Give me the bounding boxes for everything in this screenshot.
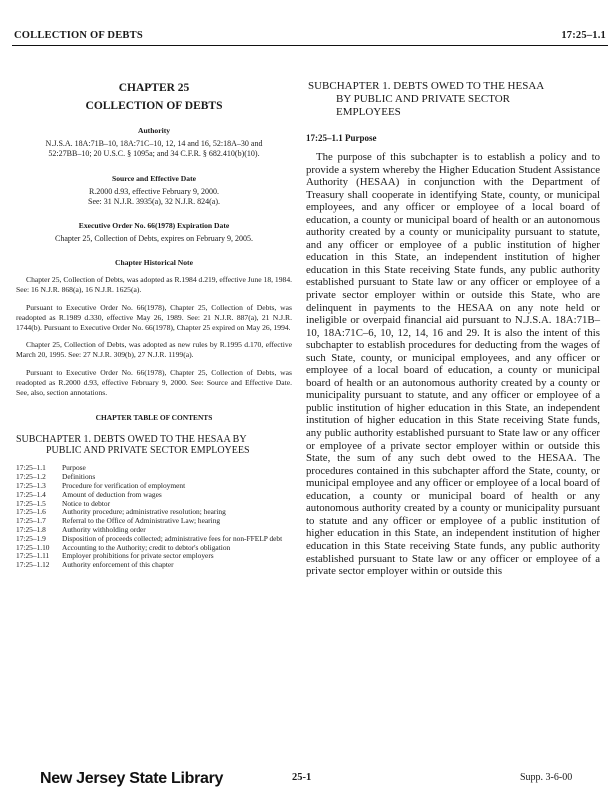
header-section-number: 17:25–1.1	[561, 30, 606, 41]
toc-section-title: Definitions	[62, 472, 96, 482]
toc-section-title: Disposition of proceeds collected; administrative fees for non-FFELP debt	[62, 533, 283, 543]
toc-section-number: 17:25–1.3	[16, 481, 46, 491]
chapter-number: CHAPTER 25	[118, 82, 190, 94]
toc-section-number: 17:25–1.6	[16, 507, 46, 517]
section-heading: 17:25–1.1 Purpose	[306, 133, 377, 143]
toc-section-title: Authority procedure; administrative resolution; hearing	[62, 507, 226, 517]
toc-section-title: Procedure for verification of employment	[62, 481, 186, 491]
header-chapter-title: COLLECTION OF DEBTS	[14, 30, 143, 41]
purpose-body-text: The purpose of this subchapter is to establish a policy and to provide a system whereby the Higher Education Student Assistance Authority (HESAA) in conjunction with the Department of Treasury shall cooperate in identifying State, county, or municipal employees, and any officer or employee of a local board of education, a county or municipal board of health or an autonomous authority created by a county or municipality pursuant to statute, and any officer or employee of a public institution of higher education in this State, an independent institution of higher education in this State receiving State funds, any public authority established pursuant to State law or any officer or employee of a private sector employer within or outside this State, who are delinquent in payments to the HESAA on any note held or ineligible or overpaid financial aid pursuant to N.J.S.A. 18A:71B–10, 18A:71C–6, 10, 12, 14, 16 and 29. It is also the intent of this subchapter to establish procedures for deducting from the wages of such State, county, or municipal employees, and any officer or employee of a local board of education, a county or municipal board of health or an autonomous authority created by a county or municipality pursuant to statute, and any officer or employee of a public institution of higher education in this State, an independent institution of higher education in this State receiving State funds, any public authority established pursuant to State law or any officer or employee of a private sector employer within or outside this State, the sum of any such debt owed to the HESAA. The procedures contained in this subchapter afford the State, county, or municipal employee and any officer or employee of a local board of education, a county or municipal board of health or any autonomous authority created by a county or municipality pursuant to statute and any officer or employee of a public institution of higher education in this State, an independent institution of higher education in this State receiving State funds, any public authority established pursuant to State law or any officer or employee of a private sector employer within or outside this	[306, 151, 600, 578]
right-column	[306, 80, 600, 578]
toc-section-title: Purpose	[62, 463, 86, 473]
executive-order-text: Chapter 25, Collection of Debts, expires on February 9, 2005.	[55, 234, 253, 244]
toc-section-title: Referral to the Office of Administrative Law; hearing	[62, 516, 221, 526]
source-line-1: R.2000 d.93, effective February 9, 2000.	[88, 186, 220, 196]
toc-heading: CHAPTER TABLE OF CONTENTS	[95, 413, 213, 423]
toc-section-number: 17:25–1.7	[16, 516, 46, 526]
library-stamp: New Jersey State Library	[40, 770, 224, 787]
toc-section-number: 17:25–1.2	[16, 472, 46, 482]
toc-section-number: 17:25–1.8	[16, 525, 46, 535]
toc-section-number: 17:25–1.9	[16, 533, 46, 543]
toc-section-title: Amount of deduction from wages	[62, 489, 162, 499]
source-line-2: See: 31 N.J.R. 3935(a), 32 N.J.R. 824(a).	[88, 196, 220, 206]
historical-note-3: Chapter 25, Collection of Debts, was adopted as new rules by R.1995 d.170, effective March 20, 1995. See: 27 N.J.R. 309(b), 27 N.J.R. 1199(a).	[16, 340, 292, 360]
toc-subchapter-line-1: SUBCHAPTER 1. DEBTS OWED TO THE HESAA BY	[16, 434, 247, 446]
authority-heading: Authority	[137, 126, 171, 135]
running-header	[14, 30, 606, 41]
toc-section-title: Authority enforcement of this chapter	[62, 560, 174, 570]
toc-entry[interactable]	[16, 517, 292, 526]
toc-subchapter-line-2: PUBLIC AND PRIVATE SECTOR EMPLOYEES	[46, 445, 250, 457]
historical-note-4: Pursuant to Executive Order No. 66(1978), Chapter 25, Collection of Debts, was readopted as R.2000 d.93, effective February 9, 2000. See: Source and Effective Date. See, also, section annotations.	[16, 368, 292, 397]
toc-subchapter-title	[16, 434, 292, 456]
page-number: 25-1	[292, 772, 312, 783]
toc-entry[interactable]	[16, 491, 292, 500]
header-rule	[12, 45, 608, 46]
authority-text: N.J.S.A. 18A:71B–10, 18A:71C–10, 12, 14 and 16, 52:18A–30 and 52:27BB–10; 20 U.S.C. § 1095a; and 34 C.F.R. § 682.410(b)(10).	[45, 139, 263, 159]
toc-section-number: 17:25–1.1	[16, 463, 46, 473]
chapter-title: COLLECTION OF DEBTS	[85, 100, 223, 112]
subchapter-title-line-3: EMPLOYEES	[336, 106, 401, 118]
historical-note-heading: Chapter Historical Note	[115, 258, 193, 268]
table-of-contents	[16, 464, 292, 570]
toc-section-number: 17:25–1.5	[16, 498, 46, 508]
subchapter-title-line-1: SUBCHAPTER 1. DEBTS OWED TO THE HESAA	[308, 80, 545, 92]
toc-section-title: Employer prohibitions for private sector employers	[62, 551, 214, 561]
executive-order-heading: Executive Order No. 66(1978) Expiration Date	[78, 221, 230, 231]
toc-entry[interactable]	[16, 561, 292, 570]
toc-section-title: Notice to debtor	[62, 498, 111, 508]
historical-note-1: Chapter 25, Collection of Debts, was adopted as R.1984 d.219, effective June 18, 1984. See: 16 N.J.R. 868(a), 16 N.J.R. 1625(a).	[16, 275, 293, 295]
toc-section-number: 17:25–1.11	[16, 551, 50, 561]
toc-section-title: Authority withholding order	[62, 525, 146, 535]
source-heading: Source and Effective Date	[111, 173, 196, 183]
toc-section-number: 17:25–1.10	[16, 542, 50, 552]
subchapter-title	[306, 80, 600, 119]
toc-section-number: 17:25–1.12	[16, 560, 50, 570]
toc-section-title: Accounting to the Authority; credit to debtor's obligation	[62, 542, 231, 552]
toc-section-number: 17:25–1.4	[16, 489, 46, 499]
subchapter-title-line-2: BY PUBLIC AND PRIVATE SECTOR	[336, 93, 510, 105]
toc-entry[interactable]	[16, 464, 292, 473]
left-column	[16, 82, 292, 570]
historical-note-2: Pursuant to Executive Order No. 66(1978), Chapter 25, Collection of Debts, was readopted as R.1989 d.330, effective May 26, 1989. See: 21 N.J.R. 887(a), 21 N.J.R. 1744(b). Pursuant to Executive Order No. 66(1978), Chapter 25 expired on May 26, 1994.	[16, 303, 292, 332]
supplement-date: Supp. 3-6-00	[520, 772, 573, 783]
